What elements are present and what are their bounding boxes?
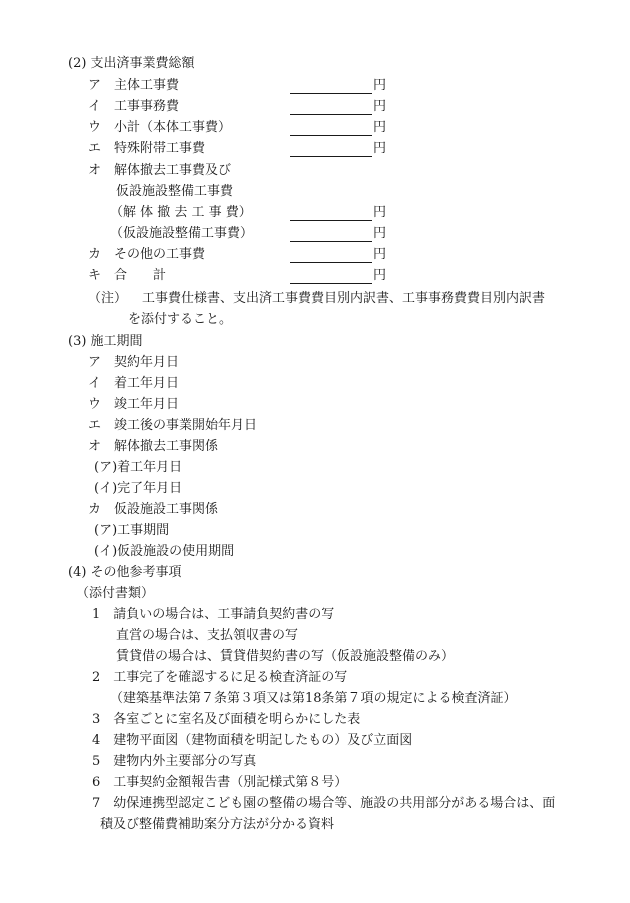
attachment-line: 1 請負いの場合は、工事請負契約書の写 [92, 607, 335, 622]
amount-blank [290, 262, 372, 263]
item-construction-office-cost: イ 工事事務費 [88, 99, 180, 114]
amount-blank [290, 93, 372, 94]
attachment-line: 4 建物平面図（建物面積を明記したもの）及び立面図 [92, 733, 413, 748]
yen-unit: 円 [373, 205, 387, 220]
list-item: イ 着工年月日 [88, 376, 180, 391]
attachment-line: （建築基準法第７条第３項又は第18条第７項の規定による検査済証） [110, 691, 517, 706]
section-2-header: (2) 支出済事業費総額 [68, 56, 195, 71]
amount-blank [290, 135, 372, 136]
amount-blank [290, 220, 372, 221]
yen-unit: 円 [373, 247, 387, 262]
yen-unit: 円 [373, 78, 387, 93]
section-3-header: (3) 施工期間 [68, 334, 143, 349]
list-item: カ 仮設施設工事関係 [88, 502, 219, 517]
list-item: (ア)着工年月日 [94, 460, 183, 475]
item-main-construction-cost: ア 主体工事費 [88, 78, 180, 93]
list-item: (ア)工事期間 [94, 523, 170, 538]
attachment-line: 5 建物内外主要部分の写真 [92, 754, 257, 769]
amount-blank [290, 114, 372, 115]
list-item: (イ)完了年月日 [94, 481, 183, 496]
attachment-line: 賃貸借の場合は、賃貸借契約書の写（仮設施設整備のみ） [116, 649, 455, 664]
amount-blank [290, 283, 372, 284]
note-label: （注） [88, 291, 128, 306]
attachment-line: 6 工事契約金額報告書（別記様式第８号） [92, 775, 348, 790]
item-temporary-facility-cost: 仮設施設整備工事費 [116, 184, 234, 199]
attachments-label: （添付書類） [76, 586, 155, 601]
item-other-construction-cost: カ その他の工事費 [88, 247, 206, 262]
item-subtotal: ウ 小計（本体工事費） [88, 120, 232, 135]
yen-unit: 円 [373, 141, 387, 156]
attachment-line: 積及び整備費補助案分方法が分かる資料 [100, 817, 335, 832]
yen-unit: 円 [373, 99, 387, 114]
amount-blank [290, 241, 372, 242]
amount-blank [290, 156, 372, 157]
yen-unit: 円 [373, 226, 387, 241]
yen-unit: 円 [373, 120, 387, 135]
attachment-line: 3 各室ごとに室名及び面積を明らかにした表 [92, 712, 361, 727]
item-total: キ 合 計 [88, 268, 167, 283]
note-text: 工事費仕様書、支出済工事費費目別内訳書、工事事務費費目別内訳書 [142, 291, 546, 306]
list-item: ウ 竣工年月日 [88, 397, 180, 412]
item-demolition-cost: （解 体 撤 去 工 事 費） [110, 205, 252, 220]
list-item: ア 契約年月日 [88, 355, 180, 370]
item-demolition-and-temporary: オ 解体撤去工事費及び [88, 163, 232, 178]
list-item: (イ)仮設施設の使用期間 [94, 544, 235, 559]
attachment-line: 2 工事完了を確認するに足る検査済証の写 [92, 670, 348, 685]
item-temporary-facility-cost-sub: （仮設施設整備工事費） [110, 226, 254, 241]
yen-unit: 円 [373, 268, 387, 283]
list-item: オ 解体撤去工事関係 [88, 439, 219, 454]
list-item: エ 竣工後の事業開始年月日 [88, 418, 258, 433]
item-special-ancillary-cost: エ 特殊附帯工事費 [88, 141, 206, 156]
attachment-line: 7 幼保連携型認定こども園の整備の場合等、施設の共用部分がある場合は、面 [92, 796, 556, 811]
section-4-header: (4) その他参考事項 [68, 565, 182, 580]
attachment-line: 直営の場合は、支払領収書の写 [116, 628, 299, 643]
note-text-cont: を添付すること。 [128, 312, 233, 327]
